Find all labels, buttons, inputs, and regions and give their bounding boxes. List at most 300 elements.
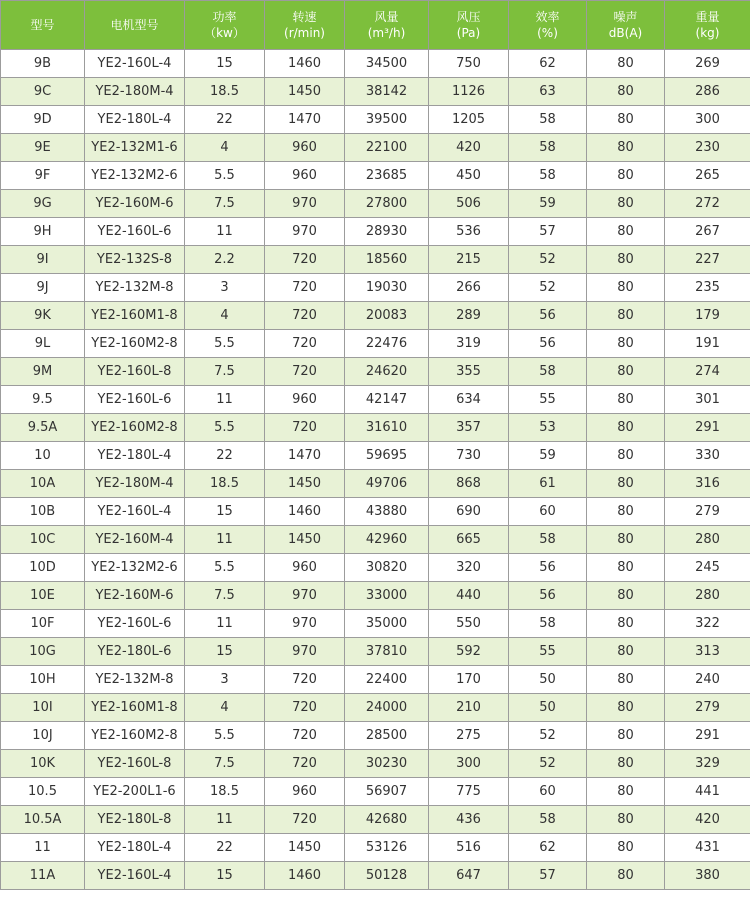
table-row <box>1 526 750 554</box>
efficiency-cell: 56 <box>509 582 587 610</box>
motor-model-cell: YE2-132M2-6 <box>85 554 185 582</box>
model-cell: 10G <box>1 638 85 666</box>
weight-cell: 291 <box>665 414 750 442</box>
power-cell: 7.5 <box>185 582 265 610</box>
col-header-model: 型号 <box>1 1 85 50</box>
airflow-cell: 18560 <box>345 246 429 274</box>
table-row <box>1 106 750 134</box>
efficiency-cell: 52 <box>509 750 587 778</box>
speed-cell: 970 <box>265 218 345 246</box>
table-row <box>1 218 750 246</box>
weight-cell: 235 <box>665 274 750 302</box>
efficiency-cell: 56 <box>509 302 587 330</box>
airflow-cell: 27800 <box>345 190 429 218</box>
power-cell: 11 <box>185 610 265 638</box>
efficiency-cell: 61 <box>509 470 587 498</box>
motor-model-cell: YE2-160M-4 <box>85 526 185 554</box>
efficiency-cell: 55 <box>509 638 587 666</box>
efficiency-cell: 52 <box>509 274 587 302</box>
airflow-cell: 59695 <box>345 442 429 470</box>
power-cell: 2.2 <box>185 246 265 274</box>
airflow-cell: 22476 <box>345 330 429 358</box>
power-cell: 5.5 <box>185 330 265 358</box>
power-cell: 11 <box>185 526 265 554</box>
power-cell: 15 <box>185 638 265 666</box>
airflow-cell: 28500 <box>345 722 429 750</box>
airflow-cell: 49706 <box>345 470 429 498</box>
weight-cell: 227 <box>665 246 750 274</box>
noise-cell: 80 <box>587 330 665 358</box>
model-cell: 10B <box>1 498 85 526</box>
airflow-cell: 28930 <box>345 218 429 246</box>
weight-cell: 313 <box>665 638 750 666</box>
motor-model-cell: YE2-160L-6 <box>85 610 185 638</box>
motor-model-cell: YE2-180L-8 <box>85 806 185 834</box>
table-row <box>1 554 750 582</box>
table-row <box>1 358 750 386</box>
model-cell: 10A <box>1 470 85 498</box>
airflow-cell: 38142 <box>345 78 429 106</box>
speed-cell: 1450 <box>265 526 345 554</box>
speed-cell: 720 <box>265 246 345 274</box>
efficiency-cell: 52 <box>509 246 587 274</box>
weight-cell: 230 <box>665 134 750 162</box>
speed-cell: 1450 <box>265 78 345 106</box>
pressure-cell: 665 <box>429 526 509 554</box>
table-row <box>1 834 750 862</box>
model-cell: 10D <box>1 554 85 582</box>
pressure-cell: 506 <box>429 190 509 218</box>
model-cell: 9K <box>1 302 85 330</box>
model-cell: 10F <box>1 610 85 638</box>
power-cell: 18.5 <box>185 778 265 806</box>
efficiency-cell: 52 <box>509 722 587 750</box>
weight-cell: 291 <box>665 722 750 750</box>
speed-cell: 720 <box>265 358 345 386</box>
model-cell: 9E <box>1 134 85 162</box>
table-row <box>1 50 750 78</box>
weight-cell: 245 <box>665 554 750 582</box>
speed-cell: 1450 <box>265 470 345 498</box>
weight-cell: 179 <box>665 302 750 330</box>
model-cell: 11A <box>1 862 85 890</box>
pressure-cell: 275 <box>429 722 509 750</box>
model-cell: 10C <box>1 526 85 554</box>
pressure-cell: 690 <box>429 498 509 526</box>
noise-cell: 80 <box>587 190 665 218</box>
weight-cell: 431 <box>665 834 750 862</box>
weight-cell: 380 <box>665 862 750 890</box>
motor-model-cell: YE2-200L1-6 <box>85 778 185 806</box>
efficiency-cell: 63 <box>509 78 587 106</box>
motor-model-cell: YE2-132M1-6 <box>85 134 185 162</box>
airflow-cell: 23685 <box>345 162 429 190</box>
col-header-speed: 转速 (r/min) <box>265 1 345 50</box>
table-row <box>1 386 750 414</box>
weight-cell: 267 <box>665 218 750 246</box>
speed-cell: 1450 <box>265 834 345 862</box>
speed-cell: 960 <box>265 386 345 414</box>
airflow-cell: 33000 <box>345 582 429 610</box>
noise-cell: 80 <box>587 78 665 106</box>
power-cell: 5.5 <box>185 722 265 750</box>
efficiency-cell: 62 <box>509 50 587 78</box>
power-cell: 3 <box>185 274 265 302</box>
table-row <box>1 414 750 442</box>
noise-cell: 80 <box>587 610 665 638</box>
pressure-cell: 730 <box>429 442 509 470</box>
power-cell: 7.5 <box>185 750 265 778</box>
efficiency-cell: 58 <box>509 162 587 190</box>
efficiency-cell: 57 <box>509 218 587 246</box>
airflow-cell: 53126 <box>345 834 429 862</box>
table-row <box>1 274 750 302</box>
col-header-airflow: 风量 (m³/h) <box>345 1 429 50</box>
model-cell: 9F <box>1 162 85 190</box>
speed-cell: 720 <box>265 274 345 302</box>
table-row <box>1 330 750 358</box>
pressure-cell: 647 <box>429 862 509 890</box>
efficiency-cell: 58 <box>509 134 587 162</box>
weight-cell: 265 <box>665 162 750 190</box>
model-cell: 10H <box>1 666 85 694</box>
col-header-power: 功率 （kw） <box>185 1 265 50</box>
speed-cell: 720 <box>265 414 345 442</box>
motor-model-cell: YE2-132M-8 <box>85 666 185 694</box>
pressure-cell: 215 <box>429 246 509 274</box>
airflow-cell: 19030 <box>345 274 429 302</box>
speed-cell: 970 <box>265 638 345 666</box>
efficiency-cell: 56 <box>509 554 587 582</box>
pressure-cell: 440 <box>429 582 509 610</box>
airflow-cell: 22400 <box>345 666 429 694</box>
power-cell: 4 <box>185 302 265 330</box>
table-row <box>1 778 750 806</box>
col-header-noise: 噪声 dB(A) <box>587 1 665 50</box>
power-cell: 15 <box>185 862 265 890</box>
airflow-cell: 50128 <box>345 862 429 890</box>
pressure-cell: 450 <box>429 162 509 190</box>
noise-cell: 80 <box>587 358 665 386</box>
efficiency-cell: 59 <box>509 442 587 470</box>
speed-cell: 1460 <box>265 50 345 78</box>
power-cell: 15 <box>185 498 265 526</box>
noise-cell: 80 <box>587 302 665 330</box>
model-cell: 9B <box>1 50 85 78</box>
power-cell: 22 <box>185 834 265 862</box>
power-cell: 5.5 <box>185 162 265 190</box>
pressure-cell: 210 <box>429 694 509 722</box>
model-cell: 10E <box>1 582 85 610</box>
weight-cell: 240 <box>665 666 750 694</box>
motor-model-cell: YE2-160M-6 <box>85 582 185 610</box>
motor-model-cell: YE2-180L-6 <box>85 638 185 666</box>
motor-model-cell: YE2-160L-4 <box>85 498 185 526</box>
efficiency-cell: 62 <box>509 834 587 862</box>
table-row <box>1 750 750 778</box>
speed-cell: 720 <box>265 806 345 834</box>
efficiency-cell: 53 <box>509 414 587 442</box>
model-cell: 10I <box>1 694 85 722</box>
speed-cell: 1470 <box>265 442 345 470</box>
power-cell: 5.5 <box>185 554 265 582</box>
pressure-cell: 170 <box>429 666 509 694</box>
speed-cell: 720 <box>265 694 345 722</box>
motor-model-cell: YE2-160L-8 <box>85 750 185 778</box>
pressure-cell: 592 <box>429 638 509 666</box>
power-cell: 22 <box>185 106 265 134</box>
motor-model-cell: YE2-160L-6 <box>85 386 185 414</box>
pressure-cell: 266 <box>429 274 509 302</box>
noise-cell: 80 <box>587 834 665 862</box>
pressure-cell: 289 <box>429 302 509 330</box>
noise-cell: 80 <box>587 694 665 722</box>
table-row <box>1 694 750 722</box>
table-row <box>1 470 750 498</box>
col-header-motor-model: 电机型号 <box>85 1 185 50</box>
motor-model-cell: YE2-160M-6 <box>85 190 185 218</box>
airflow-cell: 42960 <box>345 526 429 554</box>
airflow-cell: 22100 <box>345 134 429 162</box>
efficiency-cell: 58 <box>509 358 587 386</box>
pressure-cell: 516 <box>429 834 509 862</box>
weight-cell: 330 <box>665 442 750 470</box>
pressure-cell: 420 <box>429 134 509 162</box>
efficiency-cell: 57 <box>509 862 587 890</box>
noise-cell: 80 <box>587 414 665 442</box>
speed-cell: 1470 <box>265 106 345 134</box>
model-cell: 9.5 <box>1 386 85 414</box>
airflow-cell: 31610 <box>345 414 429 442</box>
efficiency-cell: 55 <box>509 386 587 414</box>
noise-cell: 80 <box>587 554 665 582</box>
weight-cell: 269 <box>665 50 750 78</box>
pressure-cell: 355 <box>429 358 509 386</box>
weight-cell: 272 <box>665 190 750 218</box>
power-cell: 11 <box>185 386 265 414</box>
efficiency-cell: 60 <box>509 498 587 526</box>
airflow-cell: 37810 <box>345 638 429 666</box>
speed-cell: 720 <box>265 750 345 778</box>
pressure-cell: 1205 <box>429 106 509 134</box>
efficiency-cell: 58 <box>509 106 587 134</box>
weight-cell: 301 <box>665 386 750 414</box>
table-row <box>1 190 750 218</box>
speed-cell: 970 <box>265 190 345 218</box>
airflow-cell: 42680 <box>345 806 429 834</box>
efficiency-cell: 60 <box>509 778 587 806</box>
motor-model-cell: YE2-160M2-8 <box>85 330 185 358</box>
speed-cell: 720 <box>265 722 345 750</box>
efficiency-cell: 58 <box>509 610 587 638</box>
model-cell: 10.5 <box>1 778 85 806</box>
efficiency-cell: 50 <box>509 694 587 722</box>
header-row <box>1 1 750 50</box>
noise-cell: 80 <box>587 470 665 498</box>
table-row <box>1 78 750 106</box>
power-cell: 18.5 <box>185 470 265 498</box>
power-cell: 7.5 <box>185 190 265 218</box>
noise-cell: 80 <box>587 862 665 890</box>
airflow-cell: 24000 <box>345 694 429 722</box>
model-cell: 10K <box>1 750 85 778</box>
model-cell: 9D <box>1 106 85 134</box>
pressure-cell: 536 <box>429 218 509 246</box>
efficiency-cell: 56 <box>509 330 587 358</box>
pressure-cell: 300 <box>429 750 509 778</box>
weight-cell: 286 <box>665 78 750 106</box>
weight-cell: 274 <box>665 358 750 386</box>
model-cell: 10 <box>1 442 85 470</box>
motor-model-cell: YE2-180L-4 <box>85 442 185 470</box>
motor-model-cell: YE2-160M1-8 <box>85 302 185 330</box>
noise-cell: 80 <box>587 750 665 778</box>
model-cell: 9J <box>1 274 85 302</box>
noise-cell: 80 <box>587 722 665 750</box>
noise-cell: 80 <box>587 666 665 694</box>
table-row <box>1 582 750 610</box>
speed-cell: 720 <box>265 330 345 358</box>
pressure-cell: 357 <box>429 414 509 442</box>
weight-cell: 280 <box>665 582 750 610</box>
weight-cell: 279 <box>665 694 750 722</box>
weight-cell: 300 <box>665 106 750 134</box>
motor-model-cell: YE2-160M2-8 <box>85 414 185 442</box>
noise-cell: 80 <box>587 442 665 470</box>
power-cell: 7.5 <box>185 358 265 386</box>
efficiency-cell: 50 <box>509 666 587 694</box>
motor-model-cell: YE2-180M-4 <box>85 78 185 106</box>
pressure-cell: 750 <box>429 50 509 78</box>
table-row <box>1 862 750 890</box>
motor-model-cell: YE2-180L-4 <box>85 106 185 134</box>
power-cell: 22 <box>185 442 265 470</box>
table-row <box>1 442 750 470</box>
pressure-cell: 319 <box>429 330 509 358</box>
noise-cell: 80 <box>587 498 665 526</box>
pressure-cell: 775 <box>429 778 509 806</box>
table-header <box>1 1 750 50</box>
noise-cell: 80 <box>587 806 665 834</box>
motor-model-cell: YE2-160L-4 <box>85 862 185 890</box>
motor-model-cell: YE2-160L-8 <box>85 358 185 386</box>
table-row <box>1 610 750 638</box>
power-cell: 11 <box>185 806 265 834</box>
table-row <box>1 498 750 526</box>
power-cell: 18.5 <box>185 78 265 106</box>
speed-cell: 1460 <box>265 862 345 890</box>
airflow-cell: 56907 <box>345 778 429 806</box>
motor-model-cell: YE2-132S-8 <box>85 246 185 274</box>
col-header-weight: 重量 (kg) <box>665 1 750 50</box>
motor-model-cell: YE2-132M-8 <box>85 274 185 302</box>
model-cell: 9M <box>1 358 85 386</box>
noise-cell: 80 <box>587 386 665 414</box>
table-row <box>1 722 750 750</box>
pressure-cell: 436 <box>429 806 509 834</box>
model-cell: 11 <box>1 834 85 862</box>
speed-cell: 960 <box>265 134 345 162</box>
weight-cell: 329 <box>665 750 750 778</box>
airflow-cell: 20083 <box>345 302 429 330</box>
motor-model-cell: YE2-160L-6 <box>85 218 185 246</box>
airflow-cell: 34500 <box>345 50 429 78</box>
power-cell: 4 <box>185 134 265 162</box>
pressure-cell: 320 <box>429 554 509 582</box>
noise-cell: 80 <box>587 778 665 806</box>
airflow-cell: 39500 <box>345 106 429 134</box>
model-cell: 9H <box>1 218 85 246</box>
efficiency-cell: 58 <box>509 526 587 554</box>
noise-cell: 80 <box>587 162 665 190</box>
motor-model-cell: YE2-160L-4 <box>85 50 185 78</box>
noise-cell: 80 <box>587 582 665 610</box>
speed-cell: 970 <box>265 610 345 638</box>
noise-cell: 80 <box>587 526 665 554</box>
speed-cell: 960 <box>265 554 345 582</box>
table-row <box>1 302 750 330</box>
table-row <box>1 162 750 190</box>
model-cell: 9C <box>1 78 85 106</box>
weight-cell: 280 <box>665 526 750 554</box>
table-row <box>1 806 750 834</box>
speed-cell: 960 <box>265 162 345 190</box>
power-cell: 4 <box>185 694 265 722</box>
weight-cell: 441 <box>665 778 750 806</box>
model-cell: 10.5A <box>1 806 85 834</box>
table-row <box>1 638 750 666</box>
model-cell: 9G <box>1 190 85 218</box>
pressure-cell: 1126 <box>429 78 509 106</box>
model-cell: 10J <box>1 722 85 750</box>
model-cell: 9L <box>1 330 85 358</box>
airflow-cell: 42147 <box>345 386 429 414</box>
weight-cell: 420 <box>665 806 750 834</box>
airflow-cell: 43880 <box>345 498 429 526</box>
motor-model-cell: YE2-132M2-6 <box>85 162 185 190</box>
power-cell: 15 <box>185 50 265 78</box>
airflow-cell: 30230 <box>345 750 429 778</box>
speed-cell: 720 <box>265 302 345 330</box>
noise-cell: 80 <box>587 218 665 246</box>
power-cell: 11 <box>185 218 265 246</box>
model-cell: 9.5A <box>1 414 85 442</box>
weight-cell: 279 <box>665 498 750 526</box>
noise-cell: 80 <box>587 274 665 302</box>
col-header-efficiency: 效率 (%) <box>509 1 587 50</box>
speed-cell: 970 <box>265 582 345 610</box>
table-row <box>1 134 750 162</box>
noise-cell: 80 <box>587 106 665 134</box>
table-row <box>1 666 750 694</box>
speed-cell: 720 <box>265 666 345 694</box>
noise-cell: 80 <box>587 50 665 78</box>
airflow-cell: 35000 <box>345 610 429 638</box>
motor-model-cell: YE2-180M-4 <box>85 470 185 498</box>
pressure-cell: 868 <box>429 470 509 498</box>
weight-cell: 322 <box>665 610 750 638</box>
noise-cell: 80 <box>587 134 665 162</box>
pressure-cell: 550 <box>429 610 509 638</box>
col-header-pressure: 风压 (Pa) <box>429 1 509 50</box>
efficiency-cell: 59 <box>509 190 587 218</box>
noise-cell: 80 <box>587 638 665 666</box>
airflow-cell: 24620 <box>345 358 429 386</box>
power-cell: 3 <box>185 666 265 694</box>
speed-cell: 960 <box>265 778 345 806</box>
power-cell: 5.5 <box>185 414 265 442</box>
speed-cell: 1460 <box>265 498 345 526</box>
